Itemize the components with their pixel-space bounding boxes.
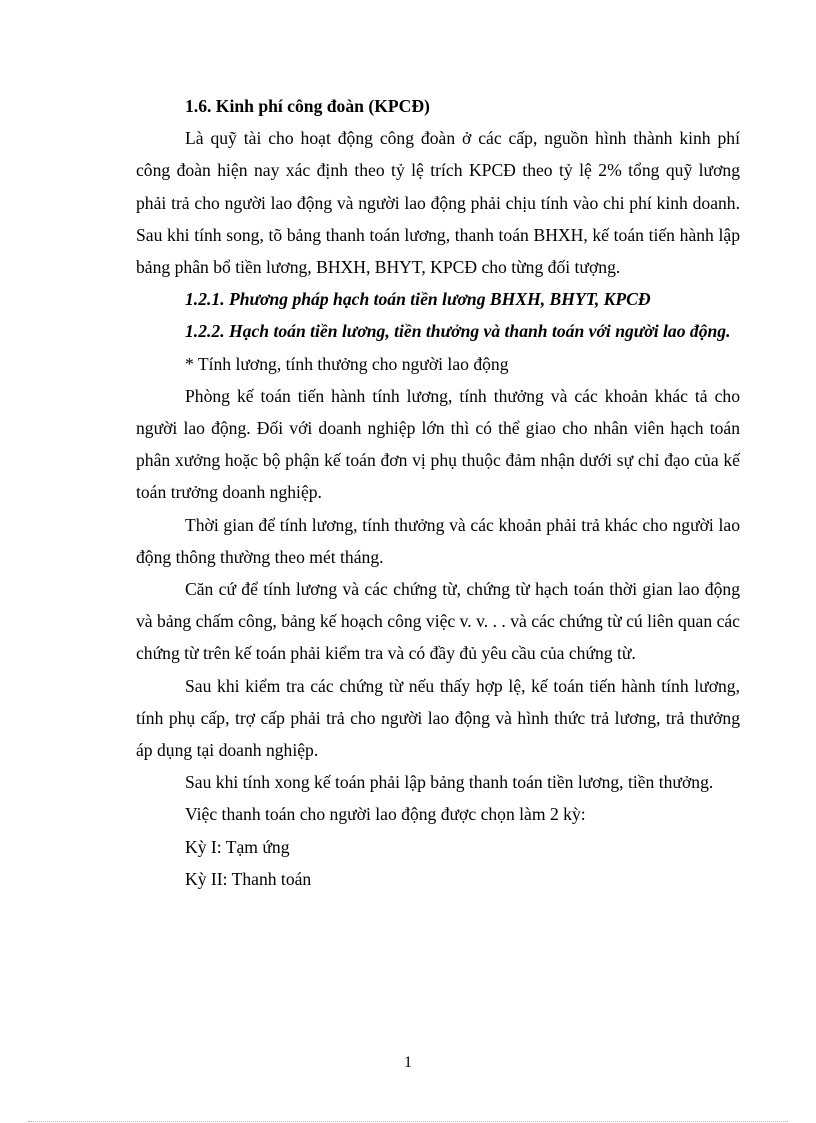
period-one-line: Kỳ I: Tạm ứng <box>185 836 290 857</box>
page-bottom-divider <box>28 1121 788 1122</box>
bullet-line: * Tính lương, tính thưởng cho người lao động <box>185 353 509 374</box>
subsection-heading-1-2-2: 1.2.2. Hạch toán tiền lương, tiền thưởng và thanh toán với người lao động. <box>185 321 731 342</box>
paragraph-accounting-dept: Phòng kế toán tiến hành tính lương, tính thưởng và các khoản khác tả cho người lao động. Đối với doanh nghiệp lớn thì có thể giao cho nhân viên hạch toán phân xưởng hoặc bộ phận kế toán đơn vị phụ thuộc đảm nhận dưới sự chỉ đạo của kế toán trưởng doanh nghiệp. <box>136 385 740 503</box>
section-title: 1.6. Kinh phí công đoàn (KPCĐ) <box>185 96 430 116</box>
paragraph-verification: Sau khi kiểm tra các chứng từ nếu thấy hợp lệ, kế toán tiến hành tính lương, tính phụ cấp, trợ cấp phải trả cho người lao động và hình thức trả lương, trả thưởng áp dụng tại doanh nghiệp. <box>136 675 740 761</box>
paragraph-payment-table: Sau khi tính xong kế toán phải lập bảng thanh toán tiền lương, tiền thưởng. <box>185 772 714 793</box>
kpcd-paragraph: Là quỹ tài cho hoạt động công đoàn ở các cấp, nguồn hình thành kinh phí công đoàn hiện nay xác định theo tỷ lệ trích KPCĐ theo tỷ lệ 2% tổng quỹ lương phải trả cho người lao động và người lao động phải chịu tính vào chi phí kinh doanh. Sau khi tính song, tõ bảng thanh toán lương, thanh toán BHXH, kế toán tiến hành lập bảng phân bổ tiền lương, BHXH, BHYT, KPCĐ cho từng đối tượng. <box>136 128 740 278</box>
period-two-line: Kỳ II: Thanh toán <box>185 868 312 889</box>
subsection-heading-1-2-1: 1.2.1. Phương pháp hạch toán tiền lương BHXH, BHYT, KPCĐ <box>185 289 651 310</box>
page-number: 1 <box>404 1054 412 1071</box>
document-page <box>136 90 740 895</box>
paragraph-documents-basis: Căn cứ để tính lương và các chứng từ, chứng từ hạch toán thời gian lao động và bảng chấm công, bảng kế hoạch công việc v. v. . . và các chứng từ cú liên quan các chứng từ trên kế toán phải kiểm tra và có đầy đủ yêu cầu của chứng từ. <box>136 579 740 664</box>
paragraph-payroll-period: Thời gian để tính lương, tính thưởng và các khoản phải trả khác cho người lao động thông thường theo mét tháng. <box>136 514 740 567</box>
paragraph-payment-periods: Việc thanh toán cho người lao động được chọn làm 2 kỳ: <box>185 804 586 825</box>
